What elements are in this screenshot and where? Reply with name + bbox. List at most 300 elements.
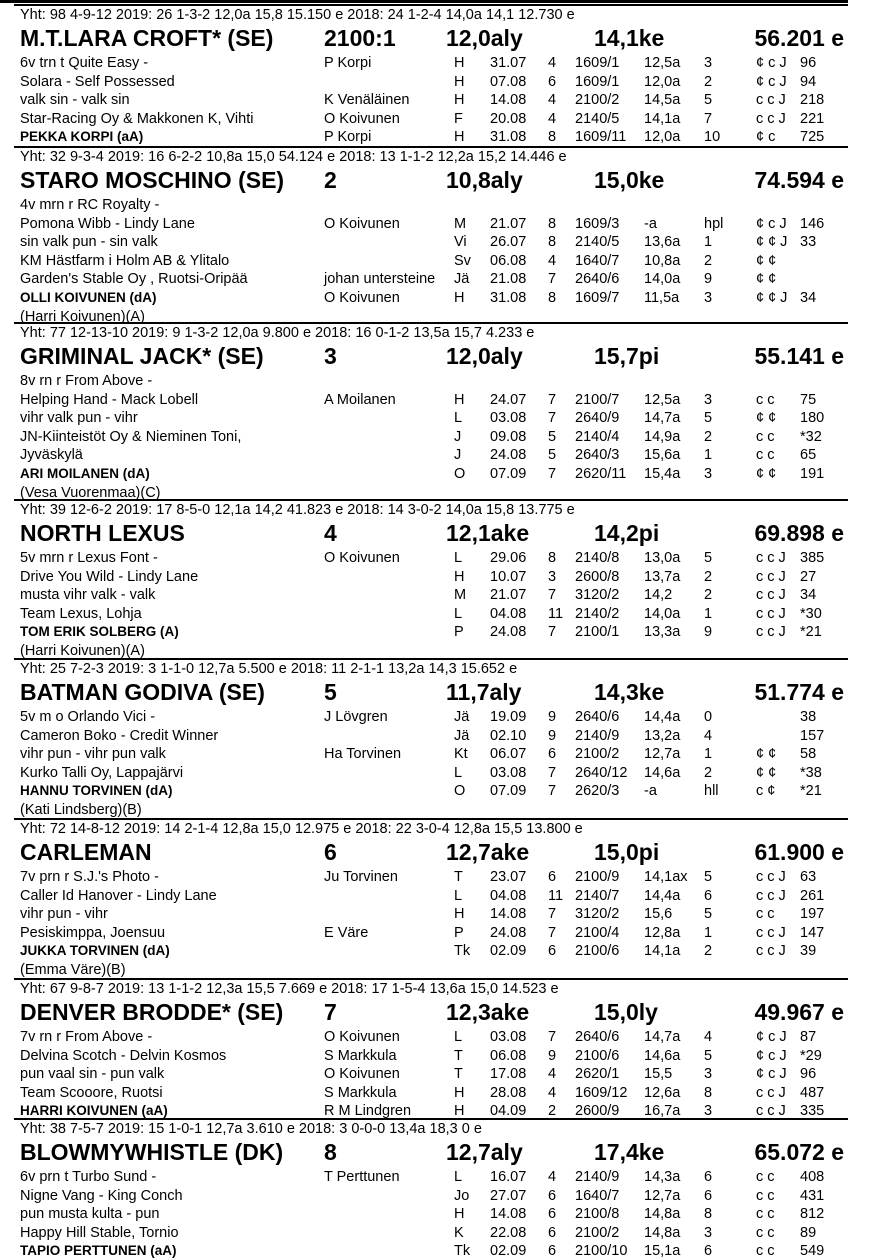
start-odds: c c J: [756, 943, 786, 960]
horse-entry: [14, 4, 848, 148]
start-placing: 2: [704, 587, 713, 604]
start-prize: 89: [800, 1224, 817, 1241]
start-date: 19.09: [490, 709, 527, 725]
start-time: 12,7a: [644, 746, 681, 763]
start-time: 14,1a: [644, 110, 681, 127]
start-odds: ¢ ¢: [756, 746, 777, 763]
record-auto: 12,0aly: [446, 343, 523, 369]
start-odds: ¢ c J: [756, 1066, 787, 1083]
start-number: 7: [324, 999, 337, 1025]
start-prize: 34: [800, 587, 817, 604]
start-time: 15,4a: [644, 466, 681, 482]
horse-name: BLOWMYWHISTLE (DK): [20, 1139, 284, 1165]
start-placing: 5: [704, 410, 713, 427]
start-distance: 2140/5: [575, 110, 620, 127]
start-post: 5: [548, 447, 557, 464]
start-odds: c c J: [756, 887, 786, 904]
record-auto: 12,7aly: [446, 1139, 523, 1165]
pedigree-owner-line: 6v prn t Turbo Sund -: [20, 1169, 157, 1185]
start-number: 2: [324, 167, 337, 193]
start-time: 16,7a: [644, 1103, 681, 1120]
start-driver: O Koivunen: [324, 215, 400, 232]
start-placing: 4: [704, 727, 713, 744]
start-track: M: [454, 215, 467, 232]
start-prize: *29: [800, 1047, 822, 1064]
pedigree-owner-line: Star-Racing Oy & Makkonen K, Vihti: [20, 110, 254, 127]
start-odds: c c: [756, 1187, 775, 1204]
start-placing: hll: [704, 783, 719, 800]
career-stats-line: Yht: 38 7-5-7 2019: 15 1-0-1 12,7a 3.610 e 2018: 3 0-0-0 13,4a 18,3 0 e: [20, 1121, 482, 1137]
start-prize: 33: [800, 234, 817, 251]
pedigree-owner-line: vihr valk pun - vihr: [20, 410, 138, 427]
record-volt: 15,7pi: [594, 343, 660, 369]
start-placing: 1: [704, 746, 713, 763]
start-date: 31.08: [490, 129, 527, 146]
start-placing: 5: [704, 1047, 713, 1064]
start-track: H: [454, 1103, 465, 1120]
start-time: 14,8a: [644, 1206, 681, 1223]
start-driver: R M Lindgren: [324, 1103, 412, 1120]
start-distance: 2100/8: [575, 1206, 620, 1223]
start-placing: 2: [704, 428, 713, 445]
start-odds: c c J: [756, 110, 786, 127]
start-post: 11: [548, 605, 564, 622]
start-odds: c c: [756, 447, 775, 464]
start-placing: 6: [704, 1187, 713, 1204]
start-distance: 2100/4: [575, 924, 620, 941]
driver-name: HANNU TORVINEN (dA): [20, 783, 173, 799]
start-time: 12,5a: [644, 391, 681, 408]
start-time: 14,0a: [644, 605, 681, 622]
start-post: 7: [548, 271, 557, 288]
start-date: 28.08: [490, 1084, 527, 1101]
start-track: Sv: [454, 252, 471, 269]
horse-name: CARLEMAN: [20, 839, 152, 865]
pedigree-owner-line: Helping Hand - Mack Lobell: [20, 391, 199, 408]
start-track: L: [454, 550, 463, 566]
pedigree-owner-line: (Harri Koivunen)(A): [20, 308, 145, 325]
start-distance: 2100/6: [575, 943, 620, 960]
pedigree-owner-line: vihr pun - vihr pun valk: [20, 746, 166, 763]
pedigree-owner-line: 5v mrn r Lexus Font -: [20, 550, 158, 566]
start-distance: 2640/3: [575, 447, 620, 464]
start-date: 06.07: [490, 746, 527, 763]
start-placing: 3: [704, 1224, 713, 1241]
start-odds: ¢ c J: [756, 1047, 787, 1064]
start-distance: 1609/1: [575, 73, 620, 90]
horse-name: BATMAN GODIVA (SE): [20, 679, 265, 705]
total-earnings: 74.594 e: [754, 167, 844, 193]
start-placing: 1: [704, 447, 713, 464]
record-auto: 12,0aly: [446, 25, 523, 51]
pedigree-owner-line: Drive You Wild - Lindy Lane: [20, 568, 199, 585]
career-stats-line: Yht: 25 7-2-3 2019: 3 1-1-0 12,7a 5.500 e 2018: 11 2-1-1 13,2a 14,3 15.652 e: [20, 661, 518, 677]
start-track: H: [454, 391, 465, 408]
start-track: M: [454, 587, 467, 604]
start-prize: 549: [800, 1243, 825, 1260]
start-date: 31.08: [490, 290, 527, 306]
start-distance: 2100/7: [575, 391, 620, 408]
start-track: L: [454, 764, 463, 781]
pedigree-owner-line: Nigne Vang - King Conch: [20, 1187, 183, 1204]
start-number: 3: [324, 343, 337, 369]
total-earnings: 51.774 e: [754, 679, 844, 705]
start-date: 02.10: [490, 727, 527, 744]
start-distance: 3120/2: [575, 906, 620, 923]
start-track: H: [454, 1084, 465, 1101]
start-odds: ¢ c J: [756, 1029, 787, 1045]
start-odds: c c J: [756, 1084, 786, 1101]
start-time: 14,4a: [644, 709, 681, 725]
start-time: 12,8a: [644, 924, 681, 941]
start-post: 7: [548, 906, 557, 923]
start-odds: c c: [756, 906, 775, 923]
start-post: 6: [548, 1206, 557, 1223]
start-time: 14,6a: [644, 1047, 681, 1064]
start-post: 7: [548, 924, 557, 941]
start-prize: *38: [800, 764, 822, 781]
start-date: 03.08: [490, 1029, 527, 1045]
start-post: 9: [548, 709, 557, 725]
start-track: P: [454, 924, 464, 941]
start-number: 4: [324, 520, 337, 546]
start-prize: 94: [800, 73, 817, 90]
start-prize: 487: [800, 1084, 825, 1101]
start-time: 11,5a: [644, 290, 680, 306]
start-number: 6: [324, 839, 337, 865]
start-date: 24.08: [490, 447, 527, 464]
start-placing: 2: [704, 764, 713, 781]
record-volt: 15,0ke: [594, 167, 665, 193]
horse-entry: [14, 978, 848, 1120]
start-time: 12,0a: [644, 129, 681, 146]
start-odds: c c: [756, 1224, 775, 1241]
start-track: Jo: [454, 1187, 470, 1204]
start-date: 14.08: [490, 906, 527, 923]
start-prize: 180: [800, 410, 825, 427]
start-date: 27.07: [490, 1187, 527, 1204]
start-prize: 197: [800, 906, 825, 923]
start-distance: 2600/9: [575, 1103, 620, 1120]
start-placing: 8: [704, 1084, 713, 1101]
start-placing: 2: [704, 73, 713, 90]
pedigree-owner-line: Team Scooore, Ruotsi: [20, 1084, 163, 1101]
start-time: -a: [644, 783, 657, 800]
start-post: 8: [548, 550, 557, 566]
start-prize: 34: [800, 290, 817, 306]
total-earnings: 55.141 e: [754, 343, 844, 369]
start-driver: O Koivunen: [324, 290, 400, 306]
horse-entry: [14, 658, 848, 820]
start-odds: ¢ ¢: [756, 410, 777, 427]
start-time: 14,2: [644, 587, 673, 604]
start-date: 14.08: [490, 92, 527, 109]
start-track: Kt: [454, 746, 468, 763]
start-time: 13,0a: [644, 550, 681, 566]
start-post: 8: [548, 129, 557, 146]
horse-name: M.T.LARA CROFT* (SE): [20, 25, 274, 51]
start-date: 29.06: [490, 550, 527, 566]
start-date: 03.08: [490, 410, 527, 427]
start-date: 23.07: [490, 869, 527, 885]
start-date: 22.08: [490, 1224, 527, 1241]
start-distance: 2620/11: [575, 466, 627, 482]
start-date: 04.08: [490, 605, 527, 622]
start-placing: 3: [704, 1103, 713, 1120]
start-driver: johan untersteine: [324, 271, 436, 288]
horse-name: STARO MOSCHINO (SE): [20, 167, 285, 193]
start-track: Jä: [454, 727, 470, 744]
pedigree-owner-line: pun vaal sin - pun valk: [20, 1066, 165, 1083]
start-date: 24.07: [490, 391, 527, 408]
start-placing: 6: [704, 887, 713, 904]
start-prize: 65: [800, 447, 817, 464]
start-odds: ¢ ¢: [756, 466, 777, 482]
start-distance: 2640/9: [575, 410, 620, 427]
start-prize: 408: [800, 1169, 825, 1185]
horse-entry: [14, 499, 848, 660]
record-volt: 15,0pi: [594, 839, 660, 865]
pedigree-owner-line: Jyväskylä: [20, 447, 83, 464]
start-distance: 2640/6: [575, 709, 620, 725]
pedigree-owner-line: Solara - Self Possessed: [20, 73, 175, 90]
start-distance: 2600/8: [575, 568, 620, 585]
start-date: 24.08: [490, 624, 527, 641]
start-odds: ¢ ¢: [756, 252, 777, 269]
driver-name: HARRI KOIVUNEN (aA): [20, 1103, 168, 1119]
start-track: K: [454, 1224, 464, 1241]
start-prize: 58: [800, 746, 817, 763]
start-distance: 1609/11: [575, 129, 627, 146]
pedigree-owner-line: pun musta kulta - pun: [20, 1206, 160, 1223]
pedigree-owner-line: Caller Id Hanover - Lindy Lane: [20, 887, 217, 904]
start-placing: 5: [704, 92, 713, 109]
start-time: 15,1a: [644, 1243, 681, 1260]
start-placing: 7: [704, 110, 713, 127]
pedigree-owner-line: 8v rn r From Above -: [20, 373, 153, 389]
start-post: 2: [548, 1103, 557, 1120]
start-distance: 1609/12: [575, 1084, 628, 1101]
start-odds: c c J: [756, 1103, 786, 1120]
start-date: 03.08: [490, 764, 527, 781]
start-placing: 6: [704, 1243, 713, 1260]
start-odds: ¢ ¢ J: [756, 290, 788, 306]
total-earnings: 56.201 e: [754, 25, 844, 51]
start-post: 4: [548, 252, 557, 269]
start-date: 07.08: [490, 73, 527, 90]
start-post: 6: [548, 746, 557, 763]
record-auto: 12,7ake: [446, 839, 530, 865]
start-date: 14.08: [490, 1206, 527, 1223]
start-placing: 3: [704, 391, 713, 408]
start-post: 4: [548, 1169, 557, 1185]
start-odds: c c J: [756, 624, 786, 641]
start-distance: 2620/1: [575, 1066, 620, 1083]
start-placing: 1: [704, 605, 713, 622]
start-post: 4: [548, 92, 557, 109]
start-post: 6: [548, 73, 557, 90]
pedigree-owner-line: JN-Kiinteistöt Oy & Nieminen Toni,: [20, 428, 242, 445]
start-time: 14,3a: [644, 1169, 681, 1185]
start-distance: 2100/2: [575, 1224, 620, 1241]
start-distance: 2140/8: [575, 550, 620, 566]
start-driver: K Venäläinen: [324, 92, 410, 109]
start-odds: ¢ ¢: [756, 764, 777, 781]
start-prize: 157: [800, 727, 825, 744]
start-track: H: [454, 290, 465, 306]
total-earnings: 69.898 e: [754, 520, 844, 546]
start-placing: 9: [704, 624, 713, 641]
driver-name: PEKKA KORPI (aA): [20, 129, 144, 145]
start-number: 5: [324, 679, 337, 705]
start-prize: 96: [800, 55, 817, 71]
start-odds: c c J: [756, 605, 786, 622]
start-date: 04.09: [490, 1103, 527, 1120]
career-stats-line: Yht: 39 12-6-2 2019: 17 8-5-0 12,1a 14,2 41.823 e 2018: 14 3-0-2 14,0a 15,8 13.775 e: [20, 502, 575, 518]
start-distance: 1609/7: [575, 290, 620, 306]
start-placing: 2: [704, 943, 713, 960]
career-stats-line: Yht: 67 9-8-7 2019: 13 1-1-2 12,3a 15,5 7.669 e 2018: 17 1-5-4 13,6a 15,0 14.523 e: [20, 981, 559, 997]
start-date: 16.07: [490, 1169, 527, 1185]
start-number: 2100:1: [324, 25, 396, 51]
start-odds: ¢ c J: [756, 215, 787, 232]
start-post: 7: [548, 587, 557, 604]
pedigree-owner-line: 5v m o Orlando Vici -: [20, 709, 156, 725]
start-placing: 2: [704, 568, 713, 585]
start-placing: 5: [704, 550, 713, 566]
start-distance: 2620/3: [575, 783, 620, 800]
start-post: 6: [548, 869, 557, 885]
start-placing: 3: [704, 55, 713, 71]
driver-name: JUKKA TORVINEN (dA): [20, 943, 170, 959]
start-odds: c c J: [756, 869, 786, 885]
pedigree-owner-line: (Vesa Vuorenmaa)(C): [20, 484, 161, 501]
start-time: 10,8a: [644, 252, 681, 269]
start-odds: ¢ ¢ J: [756, 234, 788, 251]
start-date: 07.09: [490, 783, 527, 800]
start-time: 14,9a: [644, 428, 681, 445]
start-post: 7: [548, 1029, 557, 1045]
start-driver: O Koivunen: [324, 550, 400, 566]
start-prize: 221: [800, 110, 825, 127]
start-post: 11: [548, 887, 564, 904]
start-prize: 191: [800, 466, 825, 482]
top-rule: [0, 0, 848, 3]
pedigree-owner-line: musta vihr valk - valk: [20, 587, 156, 604]
start-odds: c c: [756, 1206, 775, 1223]
start-odds: c c J: [756, 92, 786, 109]
start-post: 7: [548, 410, 557, 427]
pedigree-owner-line: (Kati Lindsberg)(B): [20, 802, 142, 818]
start-distance: 2100/2: [575, 746, 620, 763]
pedigree-owner-line: vihr pun - vihr: [20, 906, 108, 923]
start-time: 15,6a: [644, 447, 681, 464]
start-prize: 75: [800, 391, 817, 408]
record-auto: 11,7aly: [446, 679, 522, 705]
start-track: Vi: [454, 234, 467, 251]
start-distance: 2640/6: [575, 271, 620, 288]
record-volt: 14,2pi: [594, 520, 660, 546]
start-odds: ¢ c J: [756, 55, 787, 71]
start-placing: 0: [704, 709, 713, 725]
pedigree-owner-line: (Emma Väre)(B): [20, 962, 126, 978]
start-track: H: [454, 92, 465, 109]
start-distance: 2100/6: [575, 1047, 620, 1064]
start-track: H: [454, 906, 465, 923]
pedigree-owner-line: Pomona Wibb - Lindy Lane: [20, 215, 195, 232]
start-track: H: [454, 1206, 465, 1223]
start-prize: 812: [800, 1206, 825, 1223]
start-time: 12,0a: [644, 73, 681, 90]
start-odds: c c J: [756, 568, 786, 585]
start-track: L: [454, 410, 463, 427]
pedigree-owner-line: 7v prn r S.J.'s Photo -: [20, 869, 159, 885]
start-post: 6: [548, 1187, 557, 1204]
career-stats-line: Yht: 98 4-9-12 2019: 26 1-3-2 12,0a 15,8 15.150 e 2018: 24 1-2-4 14,0a 14,1 12.730 e: [20, 7, 575, 23]
start-distance: 2640/12: [575, 764, 628, 781]
driver-name: TOM ERIK SOLBERG (A): [20, 624, 179, 640]
total-earnings: 65.072 e: [754, 1139, 844, 1165]
pedigree-owner-line: Delvina Scotch - Delvin Kosmos: [20, 1047, 227, 1064]
start-number: 8: [324, 1139, 337, 1165]
start-prize: 96: [800, 1066, 817, 1083]
start-distance: 1640/7: [575, 252, 620, 269]
start-date: 31.07: [490, 55, 527, 71]
start-odds: c c J: [756, 550, 786, 566]
start-driver: J Lövgren: [324, 709, 388, 725]
start-date: 21.07: [490, 215, 527, 232]
start-distance: 2140/2: [575, 605, 620, 622]
start-placing: 3: [704, 290, 713, 306]
start-distance: 2140/7: [575, 887, 620, 904]
start-distance: 1609/3: [575, 215, 620, 232]
start-prize: 87: [800, 1029, 817, 1045]
start-prize: 63: [800, 869, 817, 885]
start-placing: 3: [704, 1066, 713, 1083]
start-post: 4: [548, 55, 557, 71]
start-time: 14,5a: [644, 92, 681, 109]
horse-entry: [14, 818, 848, 980]
start-post: 8: [548, 290, 557, 306]
start-post: 4: [548, 1066, 557, 1083]
career-stats-line: Yht: 77 12-13-10 2019: 9 1-3-2 12,0a 9.800 e 2018: 16 0-1-2 13,5a 15,7 4.233 e: [20, 325, 535, 341]
start-time: 13,3a: [644, 624, 681, 641]
start-date: 02.09: [490, 943, 527, 960]
start-track: J: [454, 447, 462, 464]
start-driver: O Koivunen: [324, 1029, 400, 1045]
start-prize: *32: [800, 428, 822, 445]
record-auto: 12,1ake: [446, 520, 530, 546]
start-distance: 3120/2: [575, 587, 620, 604]
pedigree-owner-line: Garden's Stable Oy , Ruotsi-Oripää: [20, 271, 248, 288]
start-prize: 261: [800, 887, 825, 904]
horse-entry: [14, 322, 848, 501]
start-placing: hpl: [704, 215, 724, 232]
start-time: 13,2a: [644, 727, 681, 744]
start-distance: 2140/9: [575, 727, 620, 744]
start-driver: S Markkula: [324, 1047, 397, 1064]
start-track: Jä: [454, 709, 470, 725]
start-driver: T Perttunen: [324, 1169, 400, 1185]
horse-entry: [14, 1118, 848, 1260]
start-track: J: [454, 428, 462, 445]
horse-name: GRIMINAL JACK* (SE): [20, 343, 264, 369]
start-prize: 218: [800, 92, 825, 109]
total-earnings: 49.967 e: [754, 999, 844, 1025]
start-placing: 10: [704, 129, 721, 146]
horse-name: NORTH LEXUS: [20, 520, 185, 546]
record-volt: 15,0ly: [594, 999, 658, 1025]
